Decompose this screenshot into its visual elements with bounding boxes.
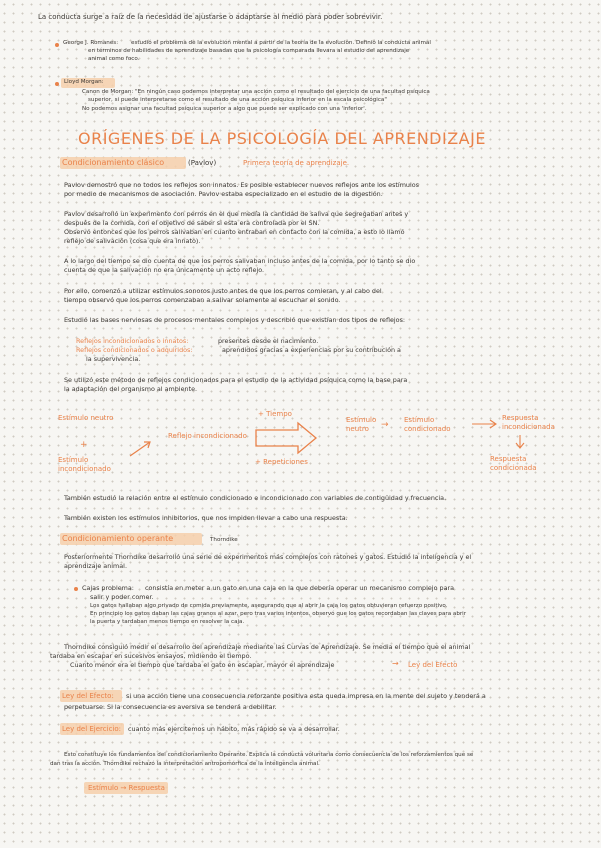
- diagram-conditioned-stimulus: Estímulo condicionado: [404, 416, 451, 433]
- paragraph: Observó entonces que los perros salivaban en cuanto entraban en contacto con la comida, a esto lo llamó: [64, 228, 405, 236]
- intro-line: La conducta surge a raíz de la necesidad de ajustarse o adaptarse al medio para poder sobrevivir.: [38, 13, 383, 21]
- diagram-time: + Tiempo: [258, 410, 292, 418]
- paragraph: dan tras la acción. Thorndike rechazó la interpretación antropomórfica de la inteligencia animal.: [50, 761, 320, 767]
- cajas-label: Cajas problema:: [82, 584, 134, 592]
- paragraph: Pavlov demostró que no todos los reflejos son innatos. Es posible establecer nuevos reflejos ante los estímulos: [64, 181, 419, 189]
- cajas-text: la puerta y tardaban menos tiempo en resolver la caja.: [90, 619, 245, 625]
- diagram-repetitions: + Repeticiones: [255, 458, 308, 466]
- section-author: (Pavlov): [188, 159, 217, 167]
- diagram-neutral-stimulus-2: Estímulo neutro: [346, 416, 377, 433]
- paragraph: Posteriormente Thorndike desarrolló una serie de experimentos más complejos con ratones y gatos. Estudió la inteligencia y el: [64, 553, 472, 561]
- page-title: ORÍGENES DE LA PSICOLOGÍA DEL APRENDIZAJE: [78, 129, 486, 148]
- paragraph: tiempo observó que los perros comenzaban a salivar solamente al escuchar el sonido.: [64, 296, 341, 304]
- diagram-neutral-stimulus: Estímulo neutro: [58, 414, 114, 422]
- law-of-effect-link: Ley del Efecto: [408, 661, 458, 669]
- reflex-label: Reflejos incondicionados o innatos:: [76, 337, 189, 345]
- diagram-plus: +: [80, 440, 88, 450]
- romanes-text: estudió el problema de la evolución mental a partir de la teoría de la evolución. Definió la conducta animal: [131, 40, 431, 46]
- paragraph: tardaba en escapar en sucesivos ensayos, midiendo el tiempo.: [50, 652, 252, 660]
- paragraph: Cuanto menor era el tiempo que tardaba el gato en escapar, mayor el aprendizaje: [70, 661, 335, 669]
- section-heading-clasico: Condicionamiento clásico: [62, 158, 165, 167]
- bullet-icon: [55, 82, 59, 86]
- law-of-effect-text: si una acción tiene una consecuencia reforzante positiva esta queda impresa en la mente del sujeto y tenderá a: [126, 692, 486, 700]
- cajas-text: En principio los gatos daban las cajas granos al azar, pero tras varios intentos, observó que los gatos recordaban las claves para abrir: [90, 611, 467, 617]
- romanes-text: en términos de habilidades de aprendizaje basadas que la psicología comparada llevara al estudio del aprendizaje: [88, 48, 410, 54]
- paragraph: Pavlov desarrolló un experimento con perros en el que medía la cantidad de saliva que segregaban antes y: [64, 210, 409, 218]
- law-of-effect-text: perpetuarse. Si la consecuencia es aversiva se tenderá a debilitar.: [64, 703, 277, 711]
- diagram-big-arrow: [254, 420, 320, 456]
- paragraph: la adaptación del organismo al ambiente.: [64, 385, 198, 393]
- paragraph: Esto constituye los fundamentos del condicionamiento Operante. Explica la conducta voluntaria como consecuencia de los reforzamientos que se: [64, 752, 474, 758]
- diagram-unconditioned-stimulus: Estímulo incondicionado: [58, 456, 111, 473]
- morgan-text: superior, si puede interpretarse como el resultado de una acción psíquica inferior en la escala psicológica": [88, 97, 387, 103]
- diagram-conditioned-response: Respuesta condicionada: [490, 455, 537, 472]
- reflex-text: presentes desde el nacimiento.: [218, 337, 319, 345]
- romanes-name: George J. Romanes:: [63, 40, 119, 46]
- reflex-text: la supervivencia.: [86, 355, 141, 363]
- paragraph: También estudió la relación entre el estímulo condicionado e incondicionado con variables de contigüidad y frecuencia.: [64, 494, 447, 502]
- paragraph: A lo largo del tiempo se dio cuenta de que los perros salivaban incluso antes de la comida, por lo tanto se dio: [64, 257, 416, 265]
- romanes-text: animal como foco.: [88, 56, 140, 62]
- paragraph: Por ello, comenzó a utilizar estímulos sonoros justo antes de que los perros comieran, y al cabo del: [64, 287, 382, 295]
- morgan-text: No podemos asignar una facultad psíquica superior a algo que puede ser explicado con una 'inferior'.: [82, 106, 367, 112]
- paragraph: aprendizaje animal.: [64, 562, 127, 570]
- bullet-icon: [74, 587, 78, 591]
- morgan-name: Lloyd Morgan:: [64, 79, 104, 85]
- paragraph: Thorndike consiguió medir el desarrollo del aprendizaje mediante las Curvas de Aprendizaje. Se media el tiempo que el animal: [64, 643, 471, 651]
- law-of-effect-label: Ley del Efecto:: [62, 692, 114, 700]
- reflex-label: Reflejos condicionados o adquiridos:: [76, 346, 193, 354]
- reflex-text: aprendidos gracias a experiencias por su contribución a: [222, 346, 401, 354]
- diagram-arrow-icon: →: [381, 420, 389, 430]
- section-heading-operante: Condicionamiento operante: [62, 534, 174, 543]
- formula: Estímulo → Respuesta: [88, 784, 165, 792]
- morgan-text: Canon de Morgan: "En ningún caso podemos interpretar una acción como el resultado del ejercicio de una facultad psíquica: [82, 89, 430, 95]
- diagram-arrow: [470, 418, 500, 430]
- paragraph: Estudió las bases nerviosas de procesos mentales complejos y describió que existían dos tipos de reflejos:: [64, 316, 406, 324]
- paragraph: después de la comida, con el objetivo de saber si esta era controlada por el SN.: [64, 219, 320, 227]
- diagram-reflex: Reflejo incondicionado: [168, 432, 247, 440]
- paragraph: cuenta de que la salivación no era únicamente un acto reflejo.: [64, 266, 265, 274]
- diagram-arrow: [128, 438, 156, 460]
- paragraph: por medio de mecanismos de asociación. Pavlov estaba especializado en el estudio de la digestión.: [64, 190, 383, 198]
- bullet-icon: [55, 43, 59, 47]
- law-arrow: →: [392, 659, 399, 668]
- paragraph: reflejo de salivación (cosa que era innato).: [64, 237, 201, 245]
- law-of-exercise-label: Ley del Ejercicio:: [62, 725, 121, 733]
- section-subheading: Primera teoría de aprendizaje.: [243, 159, 350, 167]
- section-author: Thorndike: [210, 537, 238, 543]
- paragraph: También existen los estímulos inhibitorios, que nos impiden llevar a cabo una respuesta.: [64, 514, 348, 522]
- paragraph: Se utilizó este método de reflejos condicionados para el estudio de la actividad psíquica como la base para: [64, 376, 408, 384]
- law-of-exercise-text: cuanto más ejercitemos un hábito, más rápido se va a desarrollar.: [128, 725, 340, 733]
- cajas-text: consistía en meter a un gato en una caja en la que debería operar un mecanismo complejo para: [145, 584, 455, 592]
- cajas-text: Los gatos hallaban algo privado de comida previamente, asegurando que al abrir la caja los gatos obtuvieran refuerzo positivo.: [90, 603, 448, 609]
- diagram-unconditioned-response: Respuesta incondicionada: [502, 414, 555, 431]
- cajas-text: salir y poder comer.: [90, 593, 154, 601]
- diagram-down-arrow: [514, 434, 526, 450]
